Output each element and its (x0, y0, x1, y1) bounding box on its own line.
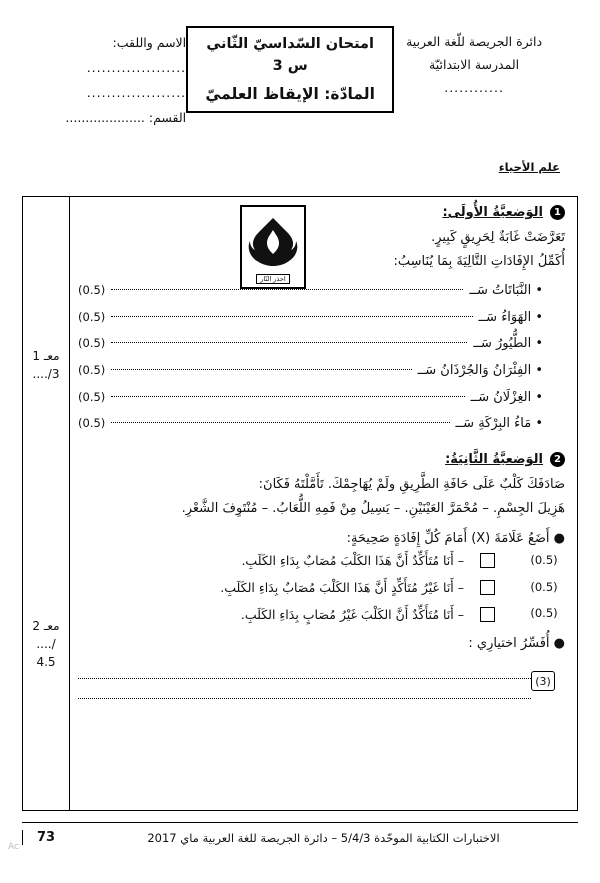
exercise2-number-icon: 2 (550, 452, 565, 467)
answer-dots[interactable] (111, 422, 449, 423)
school-dots: ............ (444, 80, 504, 96)
answer-row[interactable] (78, 385, 565, 412)
option-score: (0.5) (530, 579, 558, 594)
option-row[interactable] (78, 549, 565, 573)
answer-score: (0.5) (78, 363, 106, 378)
answer-row[interactable] (78, 278, 565, 305)
district-line: دائرة الجريصة للّغة العربية (406, 34, 543, 49)
option-score: (0.5) (530, 606, 558, 621)
answer-score: (0.5) (78, 416, 106, 431)
answer-label: • النَّبَاتَاتُ سَــ (469, 283, 543, 299)
exercise-frame (22, 196, 578, 811)
name-label: الاسم واللقب: (112, 35, 187, 50)
marks-exercise1 (23, 347, 69, 383)
answer-dots[interactable] (111, 369, 411, 370)
explanation-line[interactable] (78, 679, 531, 699)
answer-dots[interactable] (111, 316, 472, 317)
name-dots-2[interactable]: .................... (86, 85, 187, 100)
school-block (394, 26, 554, 99)
answer-score: (0.5) (78, 336, 106, 351)
answer-dots[interactable] (111, 289, 463, 290)
exam-title: امتحان السّداسيّ الثّاني س 3 (206, 36, 374, 74)
option-checkbox[interactable] (480, 553, 495, 568)
student-block (40, 26, 186, 130)
school-line: المدرسة الابتدائيّة (429, 57, 520, 73)
option-row[interactable] (78, 603, 565, 627)
answer-row[interactable] (78, 411, 565, 438)
answer-label: • الفِئْرَانُ وَالجُرْذَانُ سَــ (417, 363, 543, 379)
option-row[interactable] (78, 576, 565, 600)
answer-label: • مَاءُ البِرْكَةِ سَــ (455, 416, 543, 432)
name-dots-1[interactable]: .................... (86, 60, 187, 75)
exam-box (186, 26, 394, 113)
marks-exercise2-line3: 4.5 (36, 655, 56, 669)
exercise1-answers (78, 278, 565, 438)
marks-exercise2-line2: /.... (36, 637, 56, 651)
watermark: Ac (8, 842, 19, 853)
page-footer (22, 830, 578, 845)
answer-dots[interactable] (111, 396, 464, 397)
marks-exercise2 (23, 617, 69, 671)
option-text: – أَنَا مُتَأَكِّدٌ أَنَّ هَذَا الكَلْبَ مُصَابٌ بِدَاءِ الكَلَبِ. (241, 553, 464, 569)
answer-score: (0.5) (78, 389, 106, 404)
image-caption: احذر النّار (256, 274, 289, 284)
marks-column (23, 197, 70, 810)
exercise2-intro-1: صَادَفَكَ كَلْبٌ عَلَى حَافَةِ الطَّرِيقِ ولَمْ يُهَاجِمْكَ. تَأَمَّلْتَهُ فَكَانَ: (258, 476, 565, 492)
marks-exercise1-line2: 3/.... (32, 367, 60, 381)
exercise1-title: الوَضعيَّةُ الأُولَى: (442, 205, 543, 220)
answer-label: • الطُّيُورُ سَــ (473, 336, 543, 352)
footer-text: الاختبارات الكتابية الموحّدة 5/4/3 – دائرة الجريصة للغة العربية ماي 2017 (147, 830, 500, 845)
page-number: 73 (22, 830, 69, 845)
answer-label: • الهَوَاءُ سَــ (478, 309, 543, 325)
fire-warning-image (240, 205, 306, 289)
exercise1-instruction: أُكَمِّلُ الإِفَادَاتِ التَّالِيَةَ بِمَا يُنَاسِبُ: (393, 254, 565, 270)
class-field[interactable]: القسم: .................... (65, 110, 187, 125)
answer-row[interactable] (78, 358, 565, 385)
exam-title-block (186, 26, 394, 113)
exercise-content (70, 197, 577, 810)
exercise1-heading (78, 205, 565, 220)
exercise2-intro-2: هَزِيلَ الجِسْمِ. – مُحْمَرَّ العَيْنَيْنِ. – يَسِيلُ مِنْ فَمِهِ اللُّعَابُ. – مُنْتَوِفَ الشَّعْرِ. (181, 500, 565, 516)
marks-exercise2-line1: معـ 2 (32, 619, 60, 633)
footer-divider (22, 822, 578, 823)
explanation-area (78, 659, 565, 699)
option-text: – أَنَا غَيْرُ مُتَأَكِّدٍ أَنَّ هَذَا الكَلْبَ مُصَابٌ بِدَاءِ الكَلَبِ. (220, 579, 464, 595)
exercise1-intro: تَعَرَّضَتْ غَابَةٌ لِحَرِيقٍ كَبِيرٍ. (431, 230, 565, 245)
exercise2-task: ● أَضَعُ عَلَامَةَ (X) أَمَامَ كُلِّ إِفَادَةٍ صَحِيحَةٍ: (346, 531, 565, 547)
option-score: (0.5) (530, 552, 558, 567)
explanation-mark-badge: (3) (531, 671, 555, 691)
option-checkbox[interactable] (480, 607, 495, 622)
option-checkbox[interactable] (480, 580, 495, 595)
exercise2-title: الوَضعيَّةُ الثَّانِيَةُ: (445, 451, 543, 467)
exercise2-options (78, 549, 565, 626)
answer-dots[interactable] (111, 342, 467, 343)
answer-score: (0.5) (78, 283, 106, 298)
answer-row[interactable] (78, 305, 565, 332)
explanation-line[interactable] (78, 659, 531, 679)
page-header (0, 26, 600, 130)
exercise1-number-icon: 1 (550, 205, 565, 220)
answer-score: (0.5) (78, 309, 106, 324)
subject-heading: علم الأحياء (498, 160, 560, 174)
exercise2-heading (78, 452, 565, 467)
exam-subject: المادّة: الإيقاظ العلميّ (205, 84, 375, 103)
answer-row[interactable] (78, 331, 565, 358)
answer-label: • الغِزْلَانُ سَــ (470, 389, 543, 405)
explain-label: ● أُفَسِّرُ اختيارِي : (468, 636, 565, 652)
marks-exercise1-line1: معـ 1 (32, 349, 60, 363)
option-text: – أَنَا مُتَأَكِّدٌ أَنَّ الكَلْبَ غَيْرُ مُصَابٍ بِدَاءِ الكَلَبِ. (240, 606, 464, 622)
